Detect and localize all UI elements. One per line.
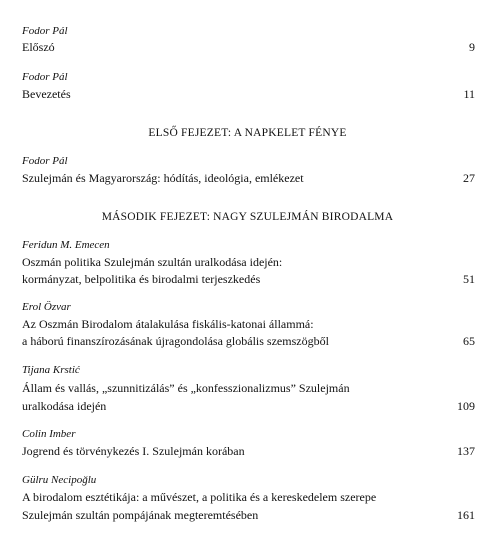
toc-entry <box>22 272 475 286</box>
toc-entry <box>22 508 475 522</box>
entry-title-line: Az Oszmán Birodalom átalakulása fiskális-katonai állammá: <box>22 317 314 331</box>
page-number: 137 <box>457 444 475 458</box>
page-number: 9 <box>469 40 475 54</box>
entry-title: Szulejmán és Magyarország: hódítás, ideológia, emlékezet <box>22 171 304 185</box>
entry-author: Colin Imber <box>22 428 76 440</box>
entry-author: Fodor Pál <box>22 25 68 37</box>
toc-entry <box>22 399 475 413</box>
entry-author: Tijana Krstić <box>22 364 80 376</box>
entry-title: uralkodása idején <box>22 399 107 413</box>
entry-title: kormányzat, belpolitika és birodalmi terjeszkedés <box>22 272 261 286</box>
entry-title: Bevezetés <box>22 87 71 101</box>
entry-title: Előszó <box>22 40 55 54</box>
chapter-heading: MÁSODIK FEJEZET: NAGY SZULEJMÁN BIRODALMA <box>101 211 394 223</box>
entry-title: Jogrend és törvénykezés I. Szulejmán korában <box>22 444 245 458</box>
entry-author: Erol Özvar <box>22 301 71 313</box>
page-number: 109 <box>457 399 475 413</box>
page-number: 161 <box>457 508 475 522</box>
entry-author: Fodor Pál <box>22 71 68 83</box>
page-number: 27 <box>463 171 475 185</box>
toc-entry <box>22 40 475 54</box>
toc-entry <box>22 334 475 348</box>
entry-title-line: A birodalom esztétikája: a művészet, a politika és a kereskedelem szerepe <box>22 490 377 504</box>
chapter-heading: ELSŐ FEJEZET: A NAPKELET FÉNYE <box>148 127 347 139</box>
entry-title: Szulejmán szultán pompájának megteremtésében <box>22 508 259 522</box>
entry-author: Fodor Pál <box>22 155 68 167</box>
entry-title-line: Oszmán politika Szulejmán szultán uralkodása idején: <box>22 255 283 269</box>
entry-title-line: Állam és vallás, „szunnitizálás” és „konfesszionalizmus” Szulejmán <box>22 381 350 395</box>
toc-entry <box>22 444 475 458</box>
toc-entry <box>22 171 475 185</box>
entry-title: a háború finanszírozásának újragondolása globális szemszögből <box>22 334 329 348</box>
page-number: 51 <box>463 272 475 286</box>
page-number: 11 <box>463 87 475 101</box>
page-number: 65 <box>463 334 475 348</box>
entry-author: Gülru Necipoğlu <box>22 474 97 486</box>
toc-entry <box>22 87 475 101</box>
entry-author: Feridun M. Emecen <box>22 239 110 251</box>
